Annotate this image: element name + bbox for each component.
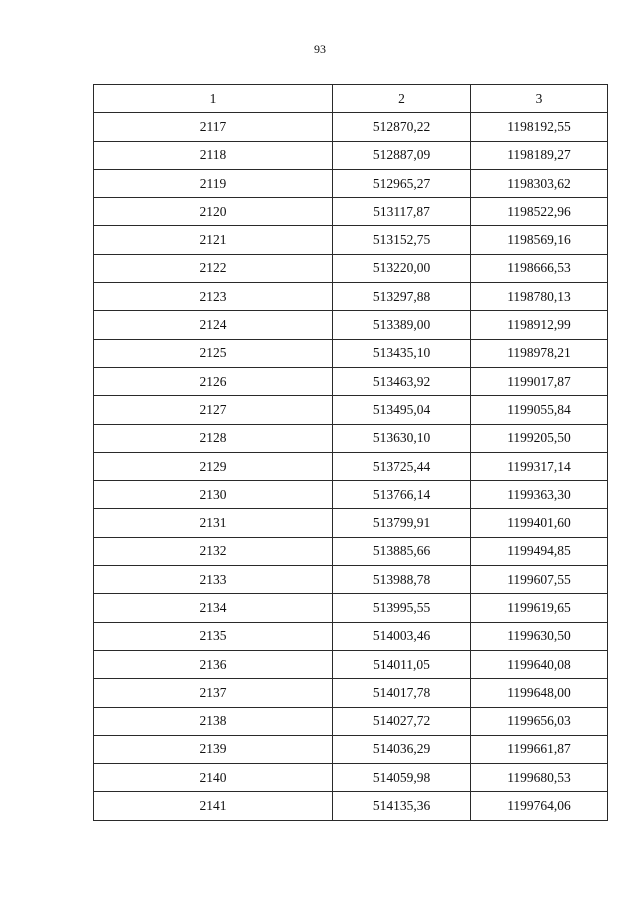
y-coordinate-cell: 1199205,50 — [471, 424, 608, 452]
point-number-cell: 2136 — [94, 650, 333, 678]
table-row — [94, 113, 608, 141]
point-number-cell: 2137 — [94, 679, 333, 707]
y-coordinate-cell: 1198780,13 — [471, 283, 608, 311]
y-coordinate-cell: 1199607,55 — [471, 566, 608, 594]
table-row — [94, 283, 608, 311]
x-coordinate-cell: 513389,00 — [333, 311, 471, 339]
point-number-cell: 2122 — [94, 254, 333, 282]
point-number-cell: 2127 — [94, 396, 333, 424]
point-number-cell: 2129 — [94, 452, 333, 480]
table-row — [94, 509, 608, 537]
table-row — [94, 396, 608, 424]
point-number-cell: 2140 — [94, 764, 333, 792]
y-coordinate-cell: 1198303,62 — [471, 169, 608, 197]
point-number-cell: 2125 — [94, 339, 333, 367]
x-coordinate-cell: 514011,05 — [333, 650, 471, 678]
point-number-cell: 2134 — [94, 594, 333, 622]
point-number-cell: 2139 — [94, 735, 333, 763]
point-number-cell: 2121 — [94, 226, 333, 254]
x-coordinate-cell: 514017,78 — [333, 679, 471, 707]
x-coordinate-cell: 513995,55 — [333, 594, 471, 622]
y-coordinate-cell: 1198912,99 — [471, 311, 608, 339]
y-coordinate-cell: 1199494,85 — [471, 537, 608, 565]
table-row — [94, 481, 608, 509]
y-coordinate-cell: 1199619,65 — [471, 594, 608, 622]
table-row — [94, 594, 608, 622]
point-number-cell: 2118 — [94, 141, 333, 169]
point-number-cell: 2126 — [94, 367, 333, 395]
x-coordinate-cell: 514036,29 — [333, 735, 471, 763]
point-number-cell: 2124 — [94, 311, 333, 339]
y-coordinate-cell: 1198978,21 — [471, 339, 608, 367]
table-row — [94, 198, 608, 226]
x-coordinate-cell: 514003,46 — [333, 622, 471, 650]
y-coordinate-cell: 1199055,84 — [471, 396, 608, 424]
y-coordinate-cell: 1199630,50 — [471, 622, 608, 650]
x-coordinate-cell: 513220,00 — [333, 254, 471, 282]
y-coordinate-cell: 1199317,14 — [471, 452, 608, 480]
table-row — [94, 622, 608, 650]
point-number-cell: 2119 — [94, 169, 333, 197]
point-number-cell: 2117 — [94, 113, 333, 141]
x-coordinate-cell: 513152,75 — [333, 226, 471, 254]
point-number-cell: 2120 — [94, 198, 333, 226]
page-number: 93 — [314, 42, 326, 56]
y-coordinate-cell: 1199363,30 — [471, 481, 608, 509]
table-row — [94, 707, 608, 735]
point-number-cell: 2131 — [94, 509, 333, 537]
table-row — [94, 566, 608, 594]
table-row — [94, 764, 608, 792]
y-coordinate-cell: 1199656,03 — [471, 707, 608, 735]
y-coordinate-cell: 1199661,87 — [471, 735, 608, 763]
x-coordinate-cell: 513799,91 — [333, 509, 471, 537]
x-coordinate-cell: 513630,10 — [333, 424, 471, 452]
x-coordinate-cell: 513766,14 — [333, 481, 471, 509]
table-header-row — [94, 85, 608, 113]
x-coordinate-cell: 513297,88 — [333, 283, 471, 311]
x-coordinate-cell: 513988,78 — [333, 566, 471, 594]
y-coordinate-cell: 1198522,96 — [471, 198, 608, 226]
column-header-2: 2 — [333, 85, 471, 113]
column-header-1: 1 — [94, 85, 333, 113]
point-number-cell: 2133 — [94, 566, 333, 594]
point-number-cell: 2128 — [94, 424, 333, 452]
table-row — [94, 452, 608, 480]
point-number-cell: 2141 — [94, 792, 333, 820]
table-row — [94, 226, 608, 254]
x-coordinate-cell: 513885,66 — [333, 537, 471, 565]
x-coordinate-cell: 513463,92 — [333, 367, 471, 395]
x-coordinate-cell: 514135,36 — [333, 792, 471, 820]
y-coordinate-cell: 1198189,27 — [471, 141, 608, 169]
table-row — [94, 311, 608, 339]
y-coordinate-cell: 1199017,87 — [471, 367, 608, 395]
table-row — [94, 424, 608, 452]
point-number-cell: 2132 — [94, 537, 333, 565]
table-row — [94, 254, 608, 282]
y-coordinate-cell: 1199640,08 — [471, 650, 608, 678]
table-row — [94, 141, 608, 169]
x-coordinate-cell: 513725,44 — [333, 452, 471, 480]
y-coordinate-cell: 1199648,00 — [471, 679, 608, 707]
table-body — [94, 113, 608, 820]
x-coordinate-cell: 514027,72 — [333, 707, 471, 735]
y-coordinate-cell: 1199401,60 — [471, 509, 608, 537]
table-row — [94, 169, 608, 197]
x-coordinate-cell: 514059,98 — [333, 764, 471, 792]
y-coordinate-cell: 1199680,53 — [471, 764, 608, 792]
table-row — [94, 679, 608, 707]
column-header-3: 3 — [471, 85, 608, 113]
x-coordinate-cell: 513117,87 — [333, 198, 471, 226]
table-row — [94, 792, 608, 820]
x-coordinate-cell: 512887,09 — [333, 141, 471, 169]
x-coordinate-cell: 513435,10 — [333, 339, 471, 367]
table-row — [94, 537, 608, 565]
table-row — [94, 650, 608, 678]
x-coordinate-cell: 513495,04 — [333, 396, 471, 424]
point-number-cell: 2135 — [94, 622, 333, 650]
y-coordinate-cell: 1199764,06 — [471, 792, 608, 820]
coordinates-table — [93, 84, 608, 821]
y-coordinate-cell: 1198666,53 — [471, 254, 608, 282]
y-coordinate-cell: 1198192,55 — [471, 113, 608, 141]
point-number-cell: 2138 — [94, 707, 333, 735]
point-number-cell: 2123 — [94, 283, 333, 311]
y-coordinate-cell: 1198569,16 — [471, 226, 608, 254]
point-number-cell: 2130 — [94, 481, 333, 509]
table-row — [94, 339, 608, 367]
x-coordinate-cell: 512965,27 — [333, 169, 471, 197]
table-row — [94, 367, 608, 395]
table-row — [94, 735, 608, 763]
x-coordinate-cell: 512870,22 — [333, 113, 471, 141]
